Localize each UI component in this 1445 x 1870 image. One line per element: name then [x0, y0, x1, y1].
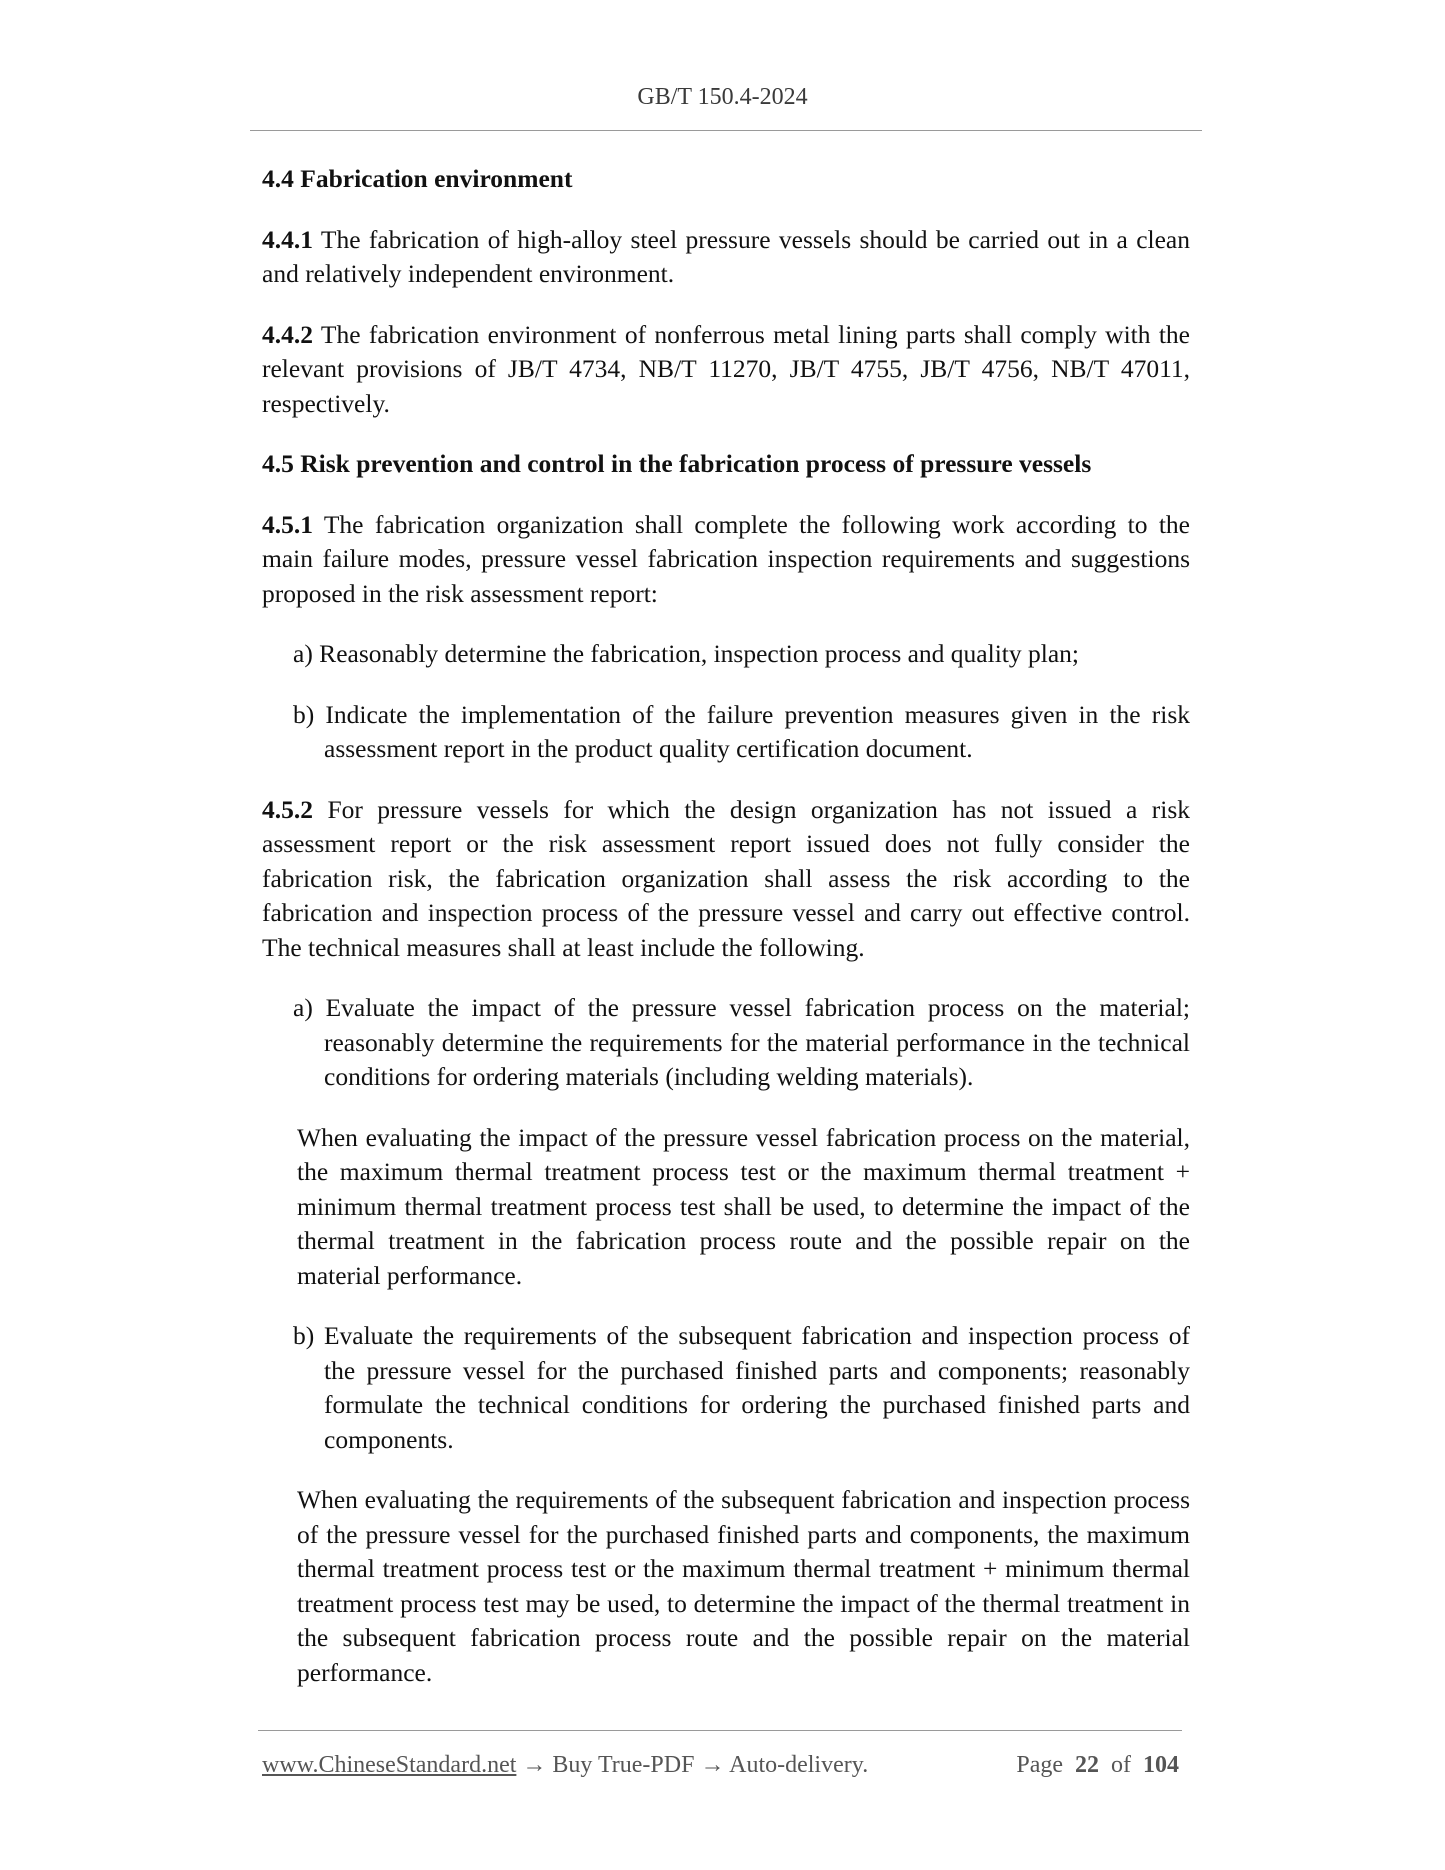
list-item-4-5-1-a: a) Reasonably determine the fabrication, inspection process and quality plan;	[293, 639, 1079, 668]
document-header: GB/T 150.4-2024	[637, 84, 808, 110]
clause-number: 4.5.1	[262, 509, 313, 539]
section-heading-4-4: 4.4 Fabrication environment	[262, 164, 573, 193]
page-label: Page	[1016, 1752, 1063, 1778]
clause-number: 4.4.2	[262, 319, 313, 349]
clause-4-5-1	[262, 508, 1190, 612]
clause-number: 4.4.1	[262, 224, 313, 254]
of-label: of	[1111, 1752, 1131, 1778]
clause-4-4-2	[262, 318, 1190, 422]
page-indicator	[1016, 1752, 1179, 1779]
list-item-4-5-2-b-note: When evaluating the requirements of the subsequent fabrication and inspection process of the pressure vessel for the purchased finished parts and components, the maximum thermal treatment process test or the maximum thermal treatment + minimum thermal treatment process test may be used, to determine the impact of the thermal treatment in the subsequent fabrication process route and the possible repair on the material performance.	[297, 1485, 1190, 1687]
footer-divider	[258, 1730, 1182, 1731]
clause-4-5-2	[262, 793, 1190, 966]
footer-promo	[262, 1752, 868, 1779]
list-item-4-5-2-b: b) Evaluate the requirements of the subsequent fabrication and inspection process of the pressure vessel for the purchased finished parts and components; reasonably formulate the technical conditions for ordering the purchased finished parts and components.	[293, 1321, 1190, 1454]
clause-text: The fabrication organization shall complete the following work according to the main failure modes, pressure vessel fabrication inspection requirements and suggestions proposed in the risk assessment report:	[262, 509, 1190, 608]
header-divider	[250, 130, 1202, 131]
page-content	[262, 162, 1190, 1716]
clause-text: For pressure vessels for which the design organization has not issued a risk assessment report or the risk assessment report issued does not fully consider the fabrication risk, the fabrication organization shall assess the risk according to the fabrication and inspection process of the pressure vessel and carry out effective control. The technical measures shall at least include the following.	[262, 794, 1190, 962]
clause-text: The fabrication of high-alloy steel pressure vessels should be carried out in a clean and relatively independent environment.	[262, 224, 1190, 288]
clause-number: 4.5.2	[262, 794, 313, 824]
clause-text: The fabrication environment of nonferrous metal lining parts shall comply with the relevant provisions of JB/T 4734, NB/T 11270, JB/T 4755, JB/T 4756, NB/T 47011, respectively.	[262, 319, 1190, 418]
total-page-number: 104	[1143, 1752, 1179, 1778]
current-page-number: 22	[1075, 1752, 1099, 1778]
footer-tagline: → Buy True-PDF → Auto-delivery.	[516, 1752, 869, 1778]
section-heading-4-5: 4.5 Risk prevention and control in the fabrication process of pressure vessels	[262, 449, 1092, 478]
website-link[interactable]: www.ChineseStandard.net	[262, 1752, 517, 1778]
list-item-4-5-1-b: b) Indicate the implementation of the failure prevention measures given in the risk assessment report in the product quality certification document.	[293, 699, 1190, 763]
list-item-4-5-2-a: a) Evaluate the impact of the pressure vessel fabrication process on the material; reasonably determine the requirements for the material performance in the technical conditions for ordering materials (including welding materials).	[293, 993, 1190, 1091]
clause-4-4-1	[262, 223, 1190, 292]
list-item-4-5-2-a-note: When evaluating the impact of the pressure vessel fabrication process on the material, the maximum thermal treatment process test or the maximum thermal treatment + minimum thermal treatment process test shall be used, to determine the impact of the thermal treatment in the fabrication process route and the possible repair on the material performance.	[297, 1122, 1190, 1290]
